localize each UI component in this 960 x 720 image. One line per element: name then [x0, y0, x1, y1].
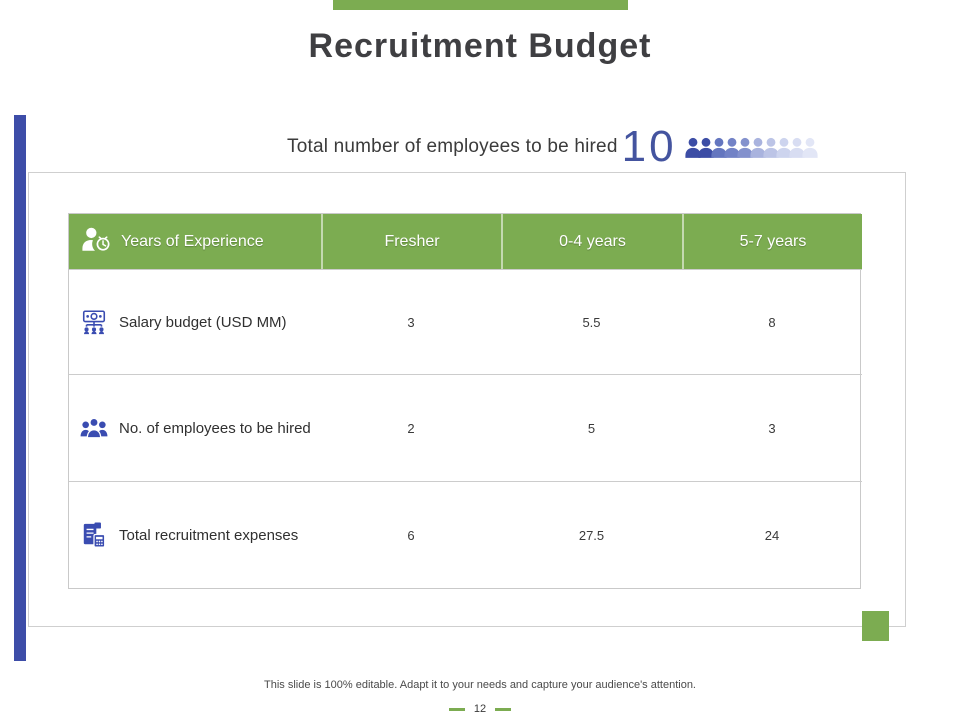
salary-budget-fresher-value: 3 — [321, 269, 501, 374]
expenses-0-4-years-value: 27.5 — [501, 481, 682, 588]
salary-icon — [69, 269, 119, 374]
subtitle-row — [287, 124, 818, 170]
page-title: Recruitment Budget — [308, 27, 652, 65]
employees-fresher-value: 2 — [321, 374, 501, 481]
expenses-icon — [69, 481, 119, 588]
page-dash-right — [495, 708, 511, 711]
employees-group-icon — [69, 374, 119, 481]
budget-table — [68, 213, 861, 589]
table-header-fresher — [321, 214, 501, 269]
table-header-5-7-years — [682, 214, 862, 269]
row-label-total-recruitment-expenses: Total recruitment expenses — [119, 481, 321, 588]
header-label-fresher: Fresher — [384, 232, 440, 250]
row-label-employees-to-be-hired: No. of employees to be hired — [119, 374, 321, 481]
employees-0-4-years-value: 5 — [501, 374, 682, 481]
table-header-years-of-experience — [69, 214, 321, 269]
footer-note: This slide is 100% editable. Adapt it to your needs and capture your audience's attention. — [264, 679, 696, 691]
page-number: 12 — [473, 703, 487, 715]
row-label-salary-budget: Salary budget (USD MM) — [119, 269, 321, 374]
person-experience-icon — [81, 226, 111, 257]
header-label-0-4-years: 0-4 years — [559, 232, 626, 250]
people-icons — [685, 137, 818, 158]
subtitle-text: Total number of employees to be hired — [287, 136, 618, 157]
header-label-5-7-years: 5-7 years — [739, 232, 807, 250]
person-icon — [802, 137, 818, 158]
page-dash-left — [449, 708, 465, 711]
expenses-5-7-years-value: 24 — [682, 481, 862, 588]
page-number-row — [0, 703, 960, 715]
bottom-right-accent-square — [862, 611, 889, 641]
left-accent-bar — [14, 115, 26, 661]
employees-total-number: 10 — [621, 122, 677, 171]
header-label-years-of-experience: Years of Experience — [121, 232, 264, 250]
salary-budget-0-4-years-value: 5.5 — [501, 269, 682, 374]
employees-5-7-years-value: 3 — [682, 374, 862, 481]
table-header-0-4-years — [501, 214, 682, 269]
expenses-fresher-value: 6 — [321, 481, 501, 588]
top-accent-bar — [333, 0, 628, 10]
salary-budget-5-7-years-value: 8 — [682, 269, 862, 374]
